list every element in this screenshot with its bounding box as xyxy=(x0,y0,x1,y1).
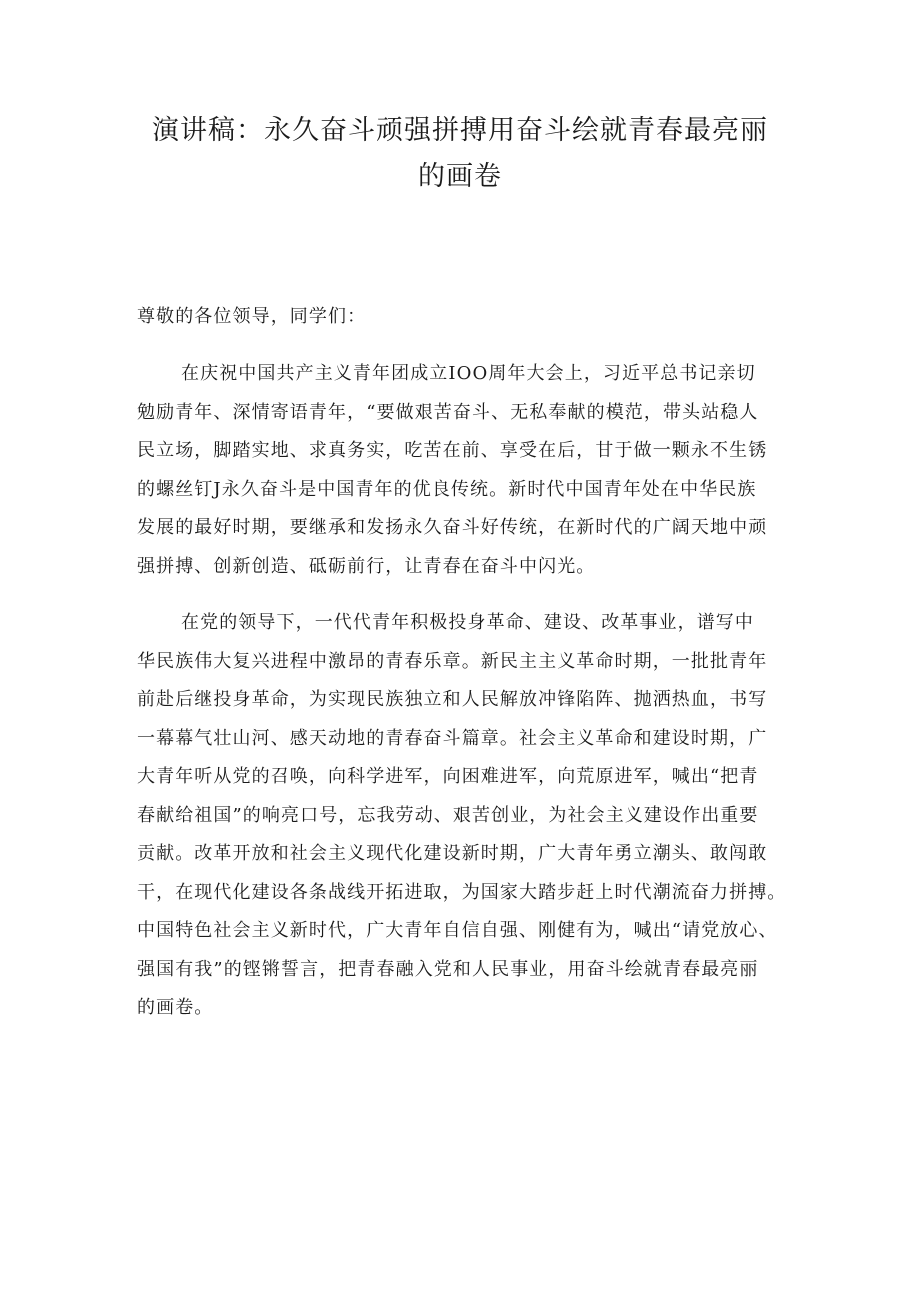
paragraph-line: 民立场，脚踏实地、求真务实，吃苦在前、享受在后，甘于做一颗永不生锈 xyxy=(137,440,768,461)
paragraph-1 xyxy=(137,355,793,586)
paragraph-line: 勉励青年、深情寄语青年，“要做艰苦奋斗、无私奉献的模范，带头站稳人 xyxy=(137,401,759,423)
document-body xyxy=(137,297,793,1046)
document-title xyxy=(120,108,800,200)
paragraph-line: 的画卷。 xyxy=(137,997,214,1018)
title-line: 的画卷 xyxy=(418,161,502,192)
paragraph-line: 大青年听从党的召唤，向科学进军，向困难进军，向荒原进军，喊出“把青 xyxy=(137,766,759,787)
paragraph-line: 前赴后继投身革命，为实现民族独立和人民解放冲锋陷阵、抛洒热血，书写 xyxy=(137,689,768,710)
paragraph-line: 在庆祝中国共产主义青年团成立IOO周年大会上，习近平总书记亲切 xyxy=(181,363,756,384)
paragraph-line: 强国有我”的铿锵誓言，把青春融入党和人民事业，用奋斗绘就青春最亮丽 xyxy=(137,958,759,980)
paragraph-line: 中国特色社会主义新时代，广大青年自信自强、刚健有为，喊出“请党放心、 xyxy=(137,920,778,941)
paragraph-line: 一幕幕气壮山河、感天动地的青春奋斗篇章。社会主义革命和建设时期，广 xyxy=(137,727,768,749)
title-line: 演讲稿：永久奋斗顽强拼搏用奋斗绘就青春最亮丽 xyxy=(152,115,768,146)
paragraph-line: 华民族伟大复兴进程中激昂的青春乐章。新民主主义革命时期，一批批青年 xyxy=(137,650,768,672)
paragraph-line: 干，在现代化建设各条战线开拓进取，为国家大踏步赶上时代潮流奋力拼搏。 xyxy=(137,881,787,903)
paragraph-line: 在党的领导下，一代代青年积极投身革命、建设、改革事业，谱写中 xyxy=(181,612,754,633)
paragraph-line: 春献给祖国”的响亮口号，忘我劳动、艰苦创业，为社会主义建设作出重要 xyxy=(137,804,759,826)
paragraph-line: 发展的最好时期，要继承和发扬永久奋斗好传统，在新时代的广阔天地中顽 xyxy=(137,517,768,538)
salutation: 尊敬的各位领导，同学们： xyxy=(137,306,367,327)
paragraph-line: 的螺丝钉J永久奋斗是中国青年的优良传统。新时代中国青年处在中华民族 xyxy=(137,478,757,500)
paragraph-line: 贡献。改革开放和社会主义现代化建设新时期，广大青年勇立潮头、敢闯敢 xyxy=(137,843,768,864)
paragraph-line: 强拼搏、创新创造、砥砺前行，让青春在奋斗中闪光。 xyxy=(137,555,596,577)
paragraph-2 xyxy=(137,604,793,1028)
